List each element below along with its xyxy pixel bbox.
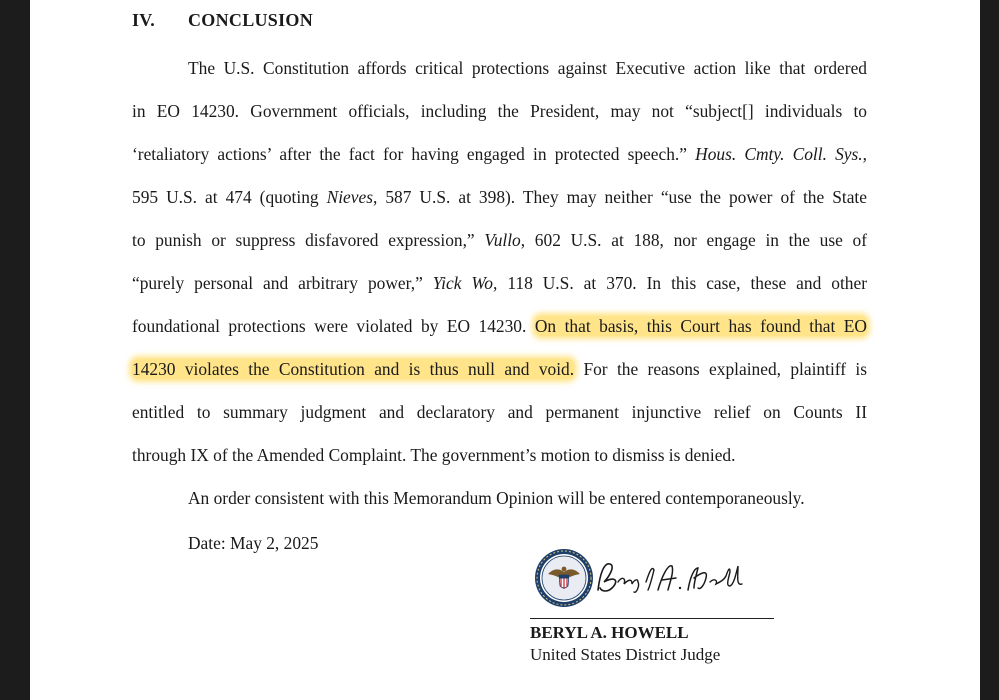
text-run: entitled to summary judgment and declaratory and permanent injunctive relief on Counts II bbox=[132, 402, 867, 422]
section-title: CONCLUSION bbox=[188, 10, 314, 30]
order-paragraph bbox=[188, 487, 867, 509]
text-run: in EO 14230. Government officials, including the President, may not “subject[] individuals to bbox=[132, 101, 867, 121]
case-citation: Yick Wo bbox=[432, 273, 493, 293]
text-run: , 118 U.S. at 370. In this case, these and other bbox=[493, 273, 867, 293]
text-run: The U.S. Constitution affords critical protections against Executive action like that ordered bbox=[188, 58, 867, 78]
text-run: foundational protections were violated by EO 14230. bbox=[132, 316, 535, 336]
case-citation: Nieves bbox=[326, 187, 373, 207]
court-seal-icon bbox=[534, 548, 594, 608]
paragraph-line bbox=[132, 186, 867, 208]
paragraph-line bbox=[132, 401, 867, 423]
text-run: , bbox=[862, 144, 867, 164]
paragraph-line bbox=[132, 272, 867, 294]
text-run: , 602 U.S. at 188, nor engage in the use of bbox=[520, 230, 867, 250]
signature-rule bbox=[530, 618, 774, 619]
text-run: For the reasons explained, plaintiff is bbox=[574, 359, 867, 379]
text-run: , 587 U.S. at 398). They may neither “use the power of the State bbox=[372, 187, 867, 207]
document-page bbox=[30, 0, 980, 700]
highlighted-text: 14230 violates the Constitution and is thus null and void. bbox=[132, 359, 575, 379]
paragraph-line bbox=[132, 229, 867, 251]
section-heading bbox=[132, 10, 313, 31]
text-run: 595 U.S. at 474 (quoting bbox=[132, 187, 327, 207]
date-line: Date: May 2, 2025 bbox=[188, 533, 319, 553]
text-run: through IX of the Amended Complaint. The government’s motion to dismiss is denied. bbox=[132, 445, 736, 465]
case-citation: Hous. Cmty. Coll. Sys. bbox=[695, 144, 863, 164]
section-number: IV. bbox=[132, 10, 156, 30]
case-citation: Vullo bbox=[484, 230, 521, 250]
text-run: ‘retaliatory actions’ after the fact for having engaged in protected speech.” bbox=[132, 144, 696, 164]
paragraph-line bbox=[132, 143, 867, 165]
text-run: An order consistent with this Memorandum Opinion will be entered contemporaneously. bbox=[188, 488, 805, 508]
text-run: to punish or suppress disfavored expression,” bbox=[132, 230, 485, 250]
handwritten-signature bbox=[590, 552, 750, 602]
paragraph-line bbox=[132, 100, 867, 122]
judge-title: United States District Judge bbox=[530, 645, 721, 664]
paragraph-line bbox=[132, 358, 867, 380]
paragraph-line bbox=[132, 444, 867, 466]
paragraph-line bbox=[132, 315, 867, 337]
paragraph-line bbox=[188, 57, 867, 79]
judge-name: BERYL A. HOWELL bbox=[530, 623, 689, 642]
highlighted-text: On that basis, this Court has found that EO bbox=[534, 316, 867, 336]
text-run: “purely personal and arbitrary power,” bbox=[132, 273, 433, 293]
